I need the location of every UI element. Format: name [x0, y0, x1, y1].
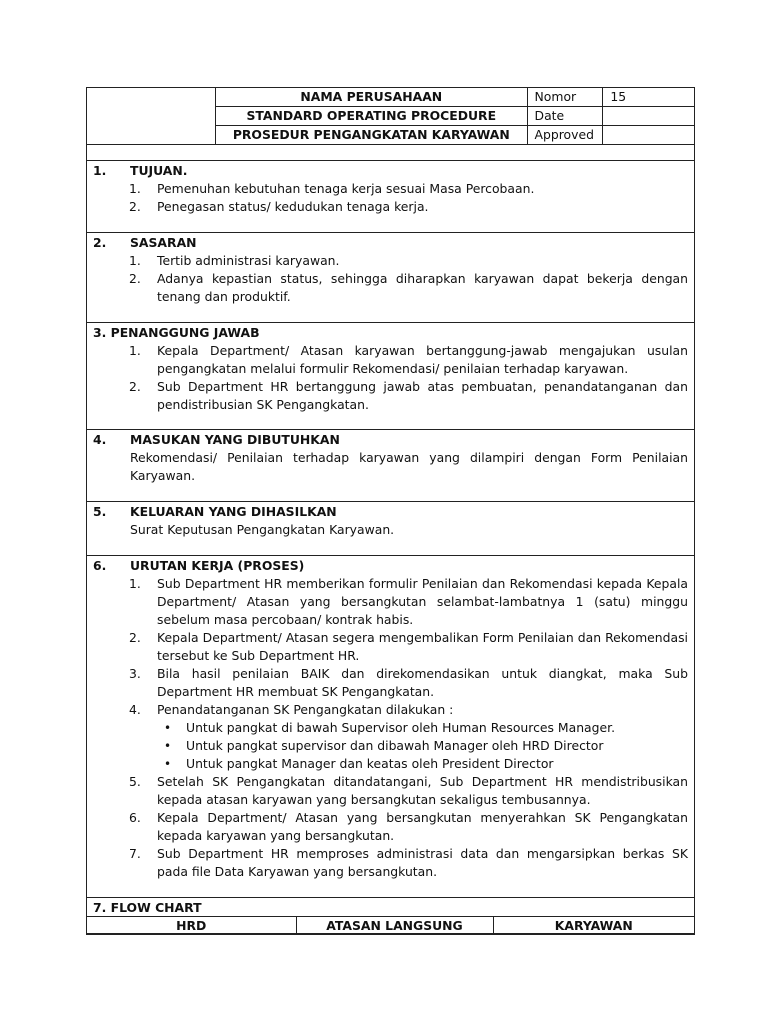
flow-column-karyawan: KARYAWAN	[493, 917, 694, 936]
list-item: 1. Pemenuhan kebutuhan tenaga kerja sesuai Masa Percobaan.	[129, 181, 535, 196]
section-text: Surat Keputusan Pengangkatan Karyawan.	[130, 522, 395, 537]
section-title: 3. PENANGGUNG JAWAB	[93, 325, 260, 340]
section-title: 2. SASARAN	[93, 235, 197, 250]
section-title: 4. MASUKAN YANG DIBUTUHKAN	[93, 432, 340, 447]
list-item: 7. Sub Department HR memproses administrasi data dan mengarsipkan berkas SK pada file Data Karyawan yang bersangkutan.	[129, 846, 688, 879]
section-title: 6. URUTAN KERJA (PROSES)	[93, 558, 305, 573]
approved-label: Approved	[527, 126, 603, 145]
sop-document	[86, 87, 695, 935]
list-item: 4. Penandatanganan SK Pengangkatan dilakukan :	[129, 702, 454, 717]
list-item: 3. Bila hasil penilaian BAIK dan direkomendasikan untuk diangkat, maka Sub Department HR membuat SK Pengangkatan.	[129, 666, 688, 699]
nomor-label: Nomor	[527, 88, 603, 107]
date-label: Date	[527, 107, 603, 126]
bullet-icon: •	[164, 757, 172, 771]
procedure-title: PROSEDUR PENGANGKATAN KARYAWAN	[216, 126, 528, 145]
company-name: NAMA PERUSAHAAN	[216, 88, 528, 107]
list-item: 1. Sub Department HR memberikan formulir Penilaian dan Rekomendasi kepada Kepala Department/ Atasan yang bersangkutan selambat-lambatnya 1 (satu) minggu sebelum masa percobaan/ kontrak habis.	[129, 576, 688, 627]
section-title: 7. FLOW CHART	[93, 900, 202, 915]
section-masukan	[87, 430, 694, 502]
nomor-value: 15	[603, 88, 694, 107]
header-spacer	[87, 145, 694, 161]
flow-column-atasan: ATASAN LANGSUNG	[296, 917, 493, 936]
list-item: 2. Penegasan status/ kedudukan tenaga kerja.	[129, 199, 429, 214]
date-value	[603, 107, 694, 126]
bullet-item: • Untuk pangkat di bawah Supervisor oleh Human Resources Manager.	[164, 720, 616, 735]
document-header	[87, 88, 694, 145]
list-item: 5. Setelah SK Pengangkatan ditandatangani, Sub Department HR mendistribusikan kepada atasan karyawan yang bersangkutan sekaligus tembusannya.	[129, 774, 688, 807]
section-title: 5. KELUARAN YANG DIHASILKAN	[93, 504, 337, 519]
bullet-item: • Untuk pangkat Manager dan keatas oleh President Director	[164, 756, 554, 771]
section-title: 1. TUJUAN.	[93, 163, 188, 178]
approved-value	[603, 126, 694, 145]
section-flow-chart	[87, 898, 694, 934]
tujuan-list	[93, 180, 688, 216]
list-item: 1. Kepala Department/ Atasan karyawan bertanggung-jawab mengajukan usulan pengangkatan melalui formulir Rekomendasi/ penilaian terhadap karyawan.	[129, 343, 688, 376]
section-text: Rekomendasi/ Penilaian terhadap karyawan yang dilampiri dengan Form Penilaian Karyawan.	[130, 450, 688, 483]
list-item: 1. Tertib administrasi karyawan.	[129, 253, 340, 268]
list-item: 2. Kepala Department/ Atasan segera mengembalikan Form Penilaian dan Rekomendasi tersebut ke Sub Department HR.	[129, 630, 688, 663]
urutan-kerja-list	[93, 575, 688, 881]
bullet-item: • Untuk pangkat supervisor dan dibawah Manager oleh HRD Director	[164, 738, 604, 753]
section-tujuan	[87, 161, 694, 233]
list-item: 6. Kepala Department/ Atasan yang bersangkutan menyerahkan SK Pengangkatan kepada karyawan yang bersangkutan.	[129, 810, 688, 843]
list-item: 2. Adanya kepastian status, sehingga diharapkan karyawan dapat bekerja dengan tenang dan produktif.	[129, 271, 688, 304]
bullet-icon: •	[164, 721, 172, 735]
bullet-icon: •	[164, 739, 172, 753]
penanggung-jawab-list	[93, 342, 688, 414]
section-urutan-kerja	[87, 556, 694, 898]
sasaran-list	[93, 252, 688, 306]
section-keluaran	[87, 502, 694, 556]
section-penanggung-jawab	[87, 323, 694, 430]
section-sasaran	[87, 233, 694, 323]
list-item: 2. Sub Department HR bertanggung jawab atas pembuatan, penandatanganan dan pendistribusian SK Pengangkatan.	[129, 379, 688, 412]
flow-chart-header	[87, 916, 694, 935]
header-table	[215, 88, 694, 145]
flow-column-hrd: HRD	[87, 917, 296, 936]
sop-title: STANDARD OPERATING PROCEDURE	[216, 107, 528, 126]
